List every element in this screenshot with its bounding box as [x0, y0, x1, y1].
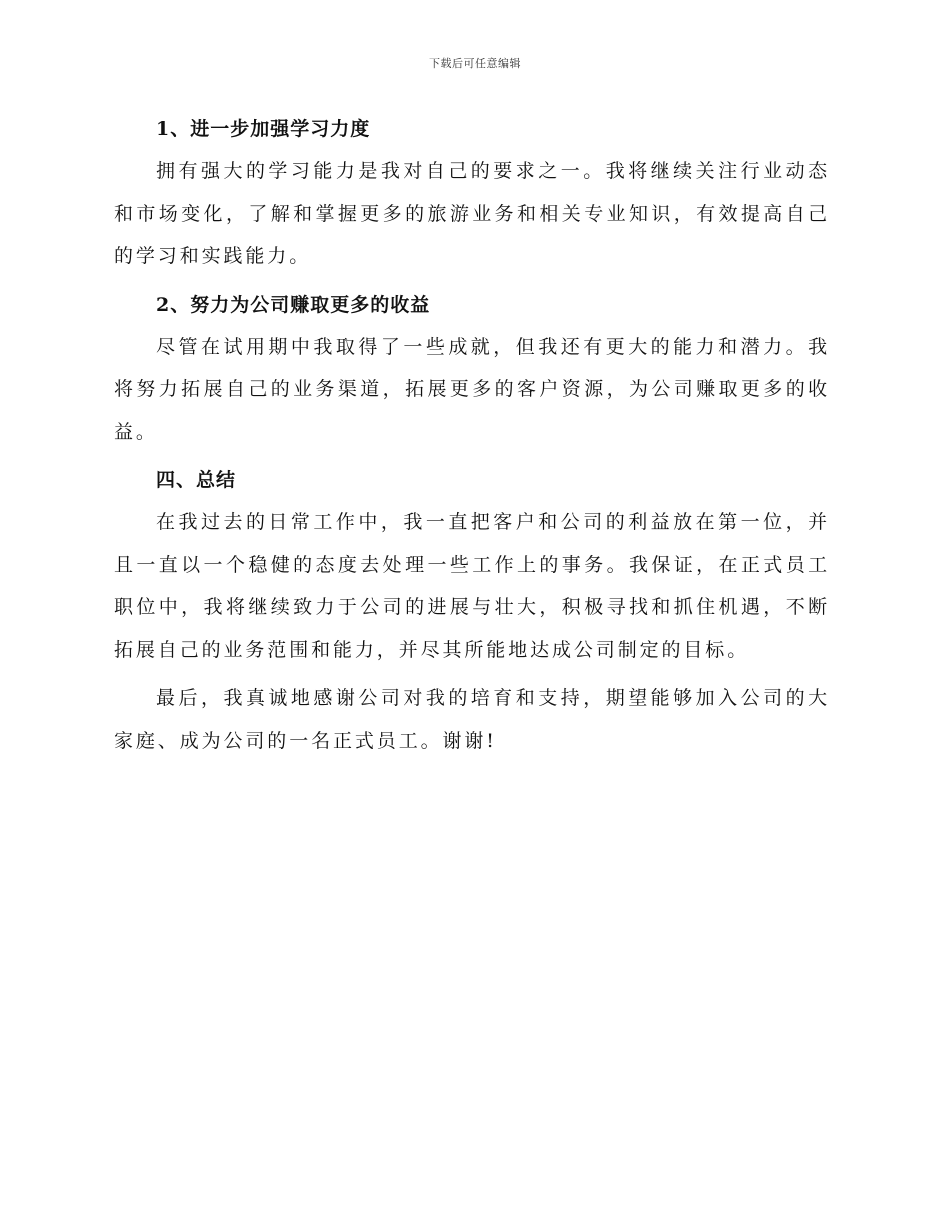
section-heading-revenue: 2、努力为公司赚取更多的收益 [156, 293, 431, 316]
paragraph-revenue: 尽管在试用期中我取得了一些成就，但我还有更大的能力和潜力。我将努力拓展自己的业务渠道，拓展更多的客户资源，为公司赚取更多的收益。 [114, 335, 830, 443]
paragraph-summary-thanks: 最后，我真诚地感谢公司对我的培育和支持，期望能够加入公司的大家庭、成为公司的一名正式员工。谢谢! [114, 687, 830, 752]
section-heading-summary: 四、总结 [156, 469, 237, 491]
document-body [114, 108, 830, 768]
paragraph-summary-commitment: 在我过去的日常工作中，我一直把客户和公司的利益放在第一位，并且一直以一个稳健的态度去处理一些工作上的事务。我保证，在正式员工职位中，我将继续致力于公司的进展与壮大，积极寻找和抓住机遇，不断拓展自己的业务范围和能力，并尽其所能地达成公司制定的目标。 [114, 511, 830, 661]
paragraph-study: 拥有强大的学习能力是我对自己的要求之一。我将继续关注行业动态和市场变化，了解和掌握更多的旅游业务和相关专业知识，有效提高自己的学习和实践能力。 [114, 160, 830, 267]
section-heading-study: 1、进一步加强学习力度 [156, 118, 371, 140]
header-note: 下载后可任意编辑 [429, 57, 521, 70]
